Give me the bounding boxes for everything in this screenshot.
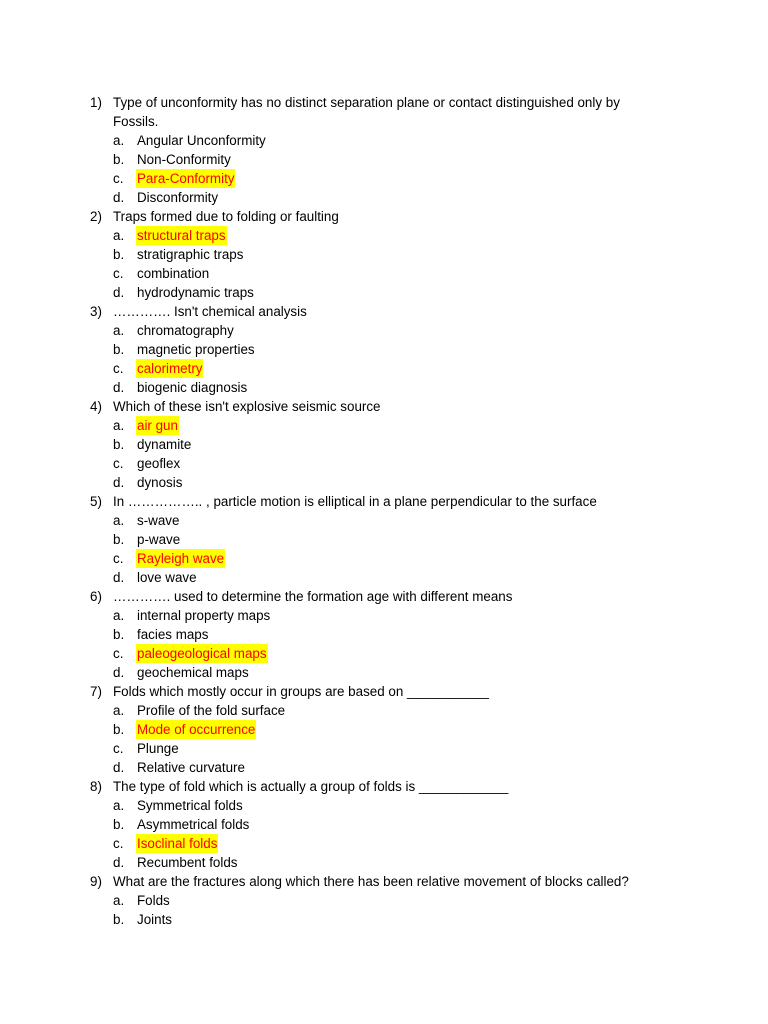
question-8 — [0, 777, 768, 872]
option-text: chromatography — [137, 323, 234, 338]
option-letter: b. — [113, 342, 125, 357]
option-text: combination — [137, 266, 210, 281]
option-letter: c. — [113, 646, 124, 661]
question-number: 8) — [90, 779, 102, 794]
option-text: Disconformity — [137, 190, 219, 205]
option-letter: b. — [113, 437, 125, 452]
question-line — [0, 492, 768, 511]
option-letter: d. — [113, 190, 125, 205]
option-text: s-wave — [137, 513, 180, 528]
option-letter: d. — [113, 475, 125, 490]
option-letter: c. — [113, 266, 124, 281]
question-number: 9) — [90, 874, 102, 889]
option-letter: a. — [113, 513, 125, 528]
option-line — [0, 549, 768, 568]
option-letter: b. — [113, 912, 125, 927]
option-text: Angular Unconformity — [137, 133, 266, 148]
option-letter: d. — [113, 380, 125, 395]
option-line — [0, 264, 768, 283]
option-letter: b. — [113, 817, 125, 832]
option-text: Non-Conformity — [137, 152, 231, 167]
option-line — [0, 834, 768, 853]
option-line — [0, 853, 768, 872]
option-text: geoflex — [137, 456, 181, 471]
question-number: 6) — [90, 589, 102, 604]
question-number: 5) — [90, 494, 102, 509]
option-letter: d. — [113, 570, 125, 585]
question-text: The type of fold which is actually a group of folds is ____________ — [113, 779, 509, 794]
option-line — [0, 359, 768, 378]
option-text: biogenic diagnosis — [137, 380, 248, 395]
highlighted-answer: air gun — [137, 418, 178, 433]
option-text: Recumbent folds — [137, 855, 238, 870]
option-text: Relative curvature — [137, 760, 245, 775]
option-line — [0, 720, 768, 739]
option-line — [0, 245, 768, 264]
option-line — [0, 758, 768, 777]
question-text: What are the fractures along which there has been relative movement of blocks called? — [113, 874, 629, 889]
option-text: p-wave — [137, 532, 181, 547]
option-text: Asymmetrical folds — [137, 817, 250, 832]
option-letter: b. — [113, 532, 125, 547]
question-line — [0, 302, 768, 321]
option-letter: c. — [113, 456, 124, 471]
option-letter: d. — [113, 760, 125, 775]
option-line — [0, 815, 768, 834]
option-line — [0, 283, 768, 302]
option-letter: b. — [113, 152, 125, 167]
question-9 — [0, 872, 768, 929]
option-line — [0, 701, 768, 720]
option-letter: a. — [113, 798, 125, 813]
option-text: hydrodynamic traps — [137, 285, 254, 300]
question-line — [0, 93, 768, 131]
option-line — [0, 910, 768, 929]
option-letter: a. — [113, 418, 125, 433]
question-text: In …………….. , particle motion is elliptical in a plane perpendicular to the surface — [113, 494, 597, 509]
question-1 — [0, 93, 768, 207]
option-letter: b. — [113, 722, 125, 737]
option-text: dynamite — [137, 437, 192, 452]
question-line — [0, 587, 768, 606]
option-line — [0, 530, 768, 549]
option-line — [0, 511, 768, 530]
option-line — [0, 188, 768, 207]
question-number: 7) — [90, 684, 102, 699]
option-letter: c. — [113, 836, 124, 851]
option-letter: a. — [113, 608, 125, 623]
question-text: …………. used to determine the formation age with different means — [113, 589, 513, 604]
question-line — [0, 397, 768, 416]
option-text: facies maps — [137, 627, 209, 642]
option-letter: a. — [113, 893, 125, 908]
question-line — [0, 777, 768, 796]
option-text: stratigraphic traps — [137, 247, 244, 262]
question-6 — [0, 587, 768, 682]
option-text: dynosis — [137, 475, 183, 490]
option-letter: d. — [113, 665, 125, 680]
option-letter: a. — [113, 323, 125, 338]
highlighted-answer: Para-Conformity — [137, 171, 235, 186]
option-line — [0, 226, 768, 245]
question-text: …………. Isn't chemical analysis — [113, 304, 307, 319]
question-text: Traps formed due to folding or faulting — [113, 209, 339, 224]
highlighted-answer: Isoclinal folds — [137, 836, 218, 851]
question-5 — [0, 492, 768, 587]
option-letter: a. — [113, 228, 125, 243]
question-number: 3) — [90, 304, 102, 319]
option-line — [0, 663, 768, 682]
option-line — [0, 454, 768, 473]
option-line — [0, 340, 768, 359]
highlighted-answer: Mode of occurrence — [137, 722, 256, 737]
option-text: Symmetrical folds — [137, 798, 243, 813]
highlighted-answer: Rayleigh wave — [137, 551, 225, 566]
highlighted-answer: calorimetry — [137, 361, 203, 376]
question-text: Which of these isn't explosive seismic source — [113, 399, 381, 414]
option-line — [0, 625, 768, 644]
question-3 — [0, 302, 768, 397]
option-letter: b. — [113, 247, 125, 262]
option-letter: c. — [113, 361, 124, 376]
option-letter: c. — [113, 171, 124, 186]
option-line — [0, 796, 768, 815]
option-line — [0, 473, 768, 492]
question-4 — [0, 397, 768, 492]
option-text: Folds — [137, 893, 170, 908]
option-text: magnetic properties — [137, 342, 255, 357]
option-letter: a. — [113, 703, 125, 718]
question-number: 1) — [90, 95, 102, 110]
option-line — [0, 169, 768, 188]
highlighted-answer: structural traps — [137, 228, 226, 243]
question-list — [0, 93, 768, 929]
option-line — [0, 131, 768, 150]
option-text: Plunge — [137, 741, 179, 756]
option-line — [0, 891, 768, 910]
question-text: Type of unconformity has no distinct separation plane or contact distinguished only by Fossils. — [113, 95, 620, 129]
option-letter: d. — [113, 285, 125, 300]
option-text: Profile of the fold surface — [137, 703, 286, 718]
option-line — [0, 568, 768, 587]
question-number: 2) — [90, 209, 102, 224]
option-text: Joints — [137, 912, 172, 927]
question-2 — [0, 207, 768, 302]
question-text: Folds which mostly occur in groups are based on ___________ — [113, 684, 489, 699]
question-number: 4) — [90, 399, 102, 414]
option-line — [0, 321, 768, 340]
option-line — [0, 739, 768, 758]
question-line — [0, 207, 768, 226]
question-line — [0, 682, 768, 701]
option-letter: d. — [113, 855, 125, 870]
option-letter: c. — [113, 741, 124, 756]
option-text: geochemical maps — [137, 665, 249, 680]
option-line — [0, 644, 768, 663]
option-line — [0, 150, 768, 169]
option-line — [0, 606, 768, 625]
question-line — [0, 872, 768, 891]
option-letter: a. — [113, 133, 125, 148]
highlighted-answer: paleogeological maps — [137, 646, 267, 661]
option-letter: b. — [113, 627, 125, 642]
option-text: love wave — [137, 570, 197, 585]
option-letter: c. — [113, 551, 124, 566]
question-7 — [0, 682, 768, 777]
option-text: internal property maps — [137, 608, 271, 623]
option-line — [0, 378, 768, 397]
option-line — [0, 435, 768, 454]
option-line — [0, 416, 768, 435]
